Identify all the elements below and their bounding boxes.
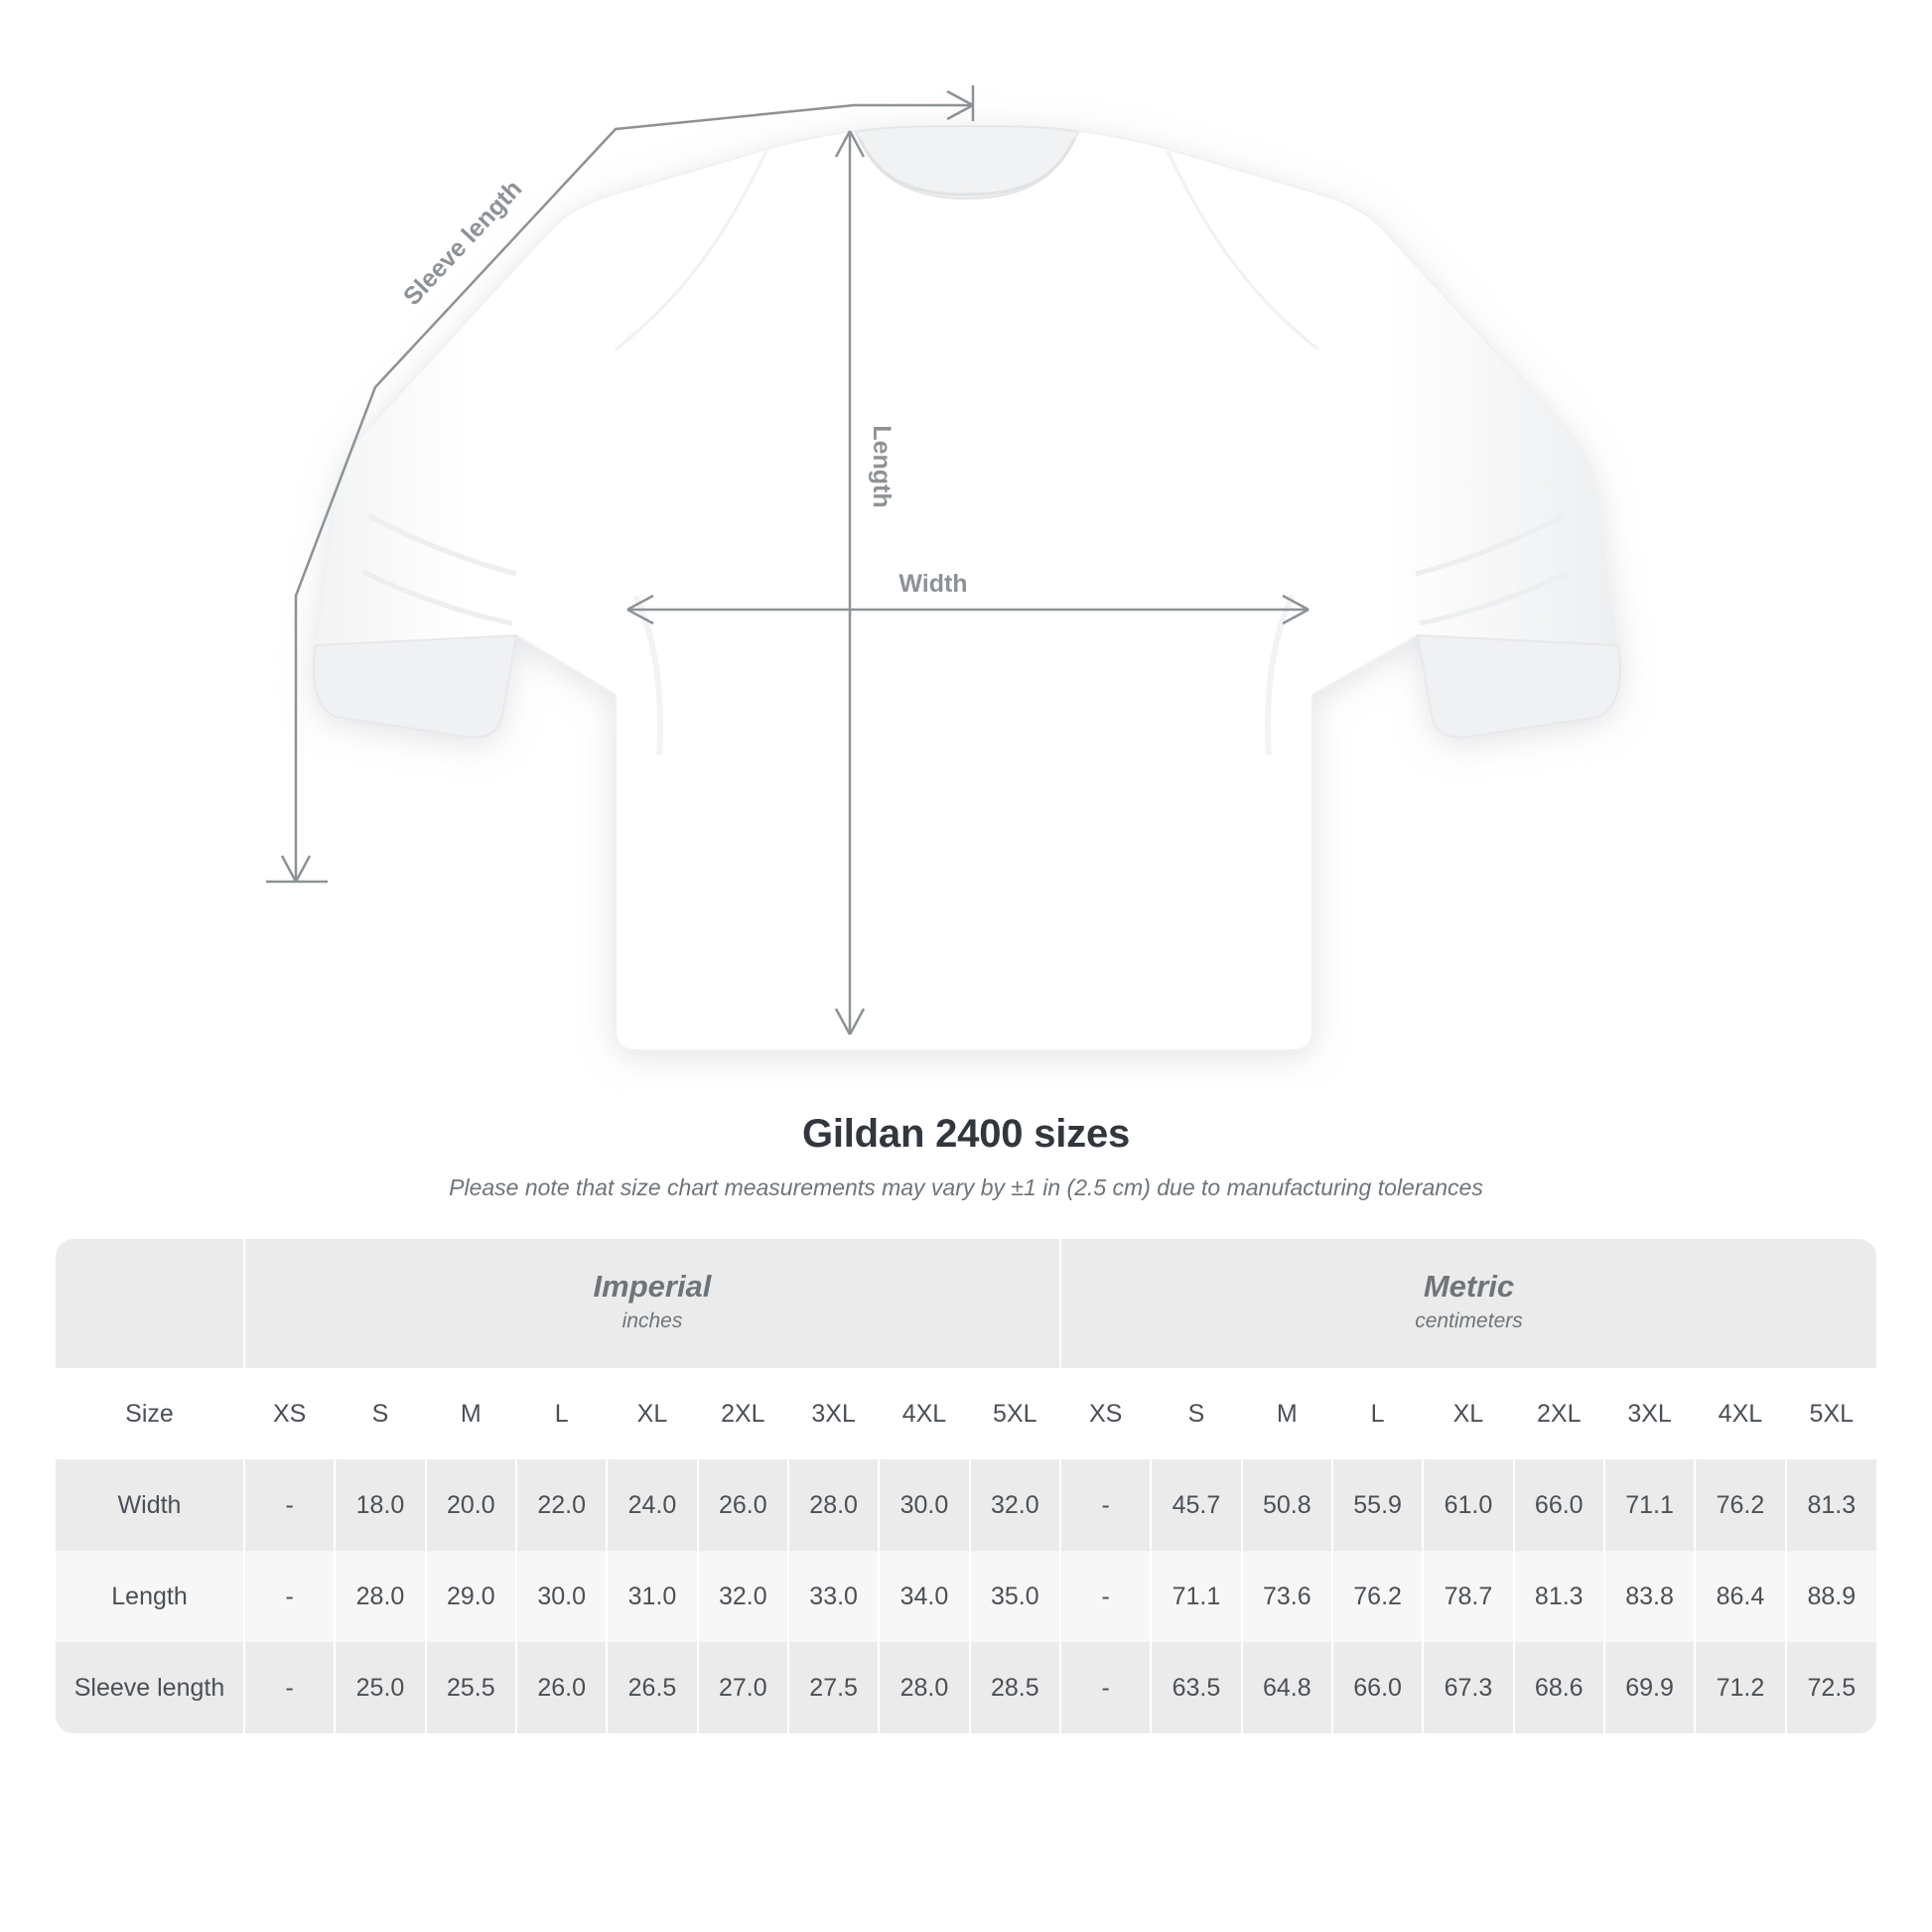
width-imperial-m: 20.0: [426, 1459, 516, 1551]
unit-header-spacer: [56, 1239, 244, 1368]
label-sleeve-length: Sleeve length: [397, 175, 528, 312]
size-row: [56, 1368, 1876, 1459]
sleeve-metric-5xl: 72.5: [1786, 1642, 1876, 1733]
sleeve-imperial-s: 25.0: [335, 1642, 425, 1733]
size-cell-imperial-xl: XL: [607, 1368, 697, 1459]
size-cell-metric-3xl: 3XL: [1604, 1368, 1695, 1459]
size-cell-imperial-2xl: 2XL: [698, 1368, 788, 1459]
size-row-label: Size: [56, 1368, 244, 1459]
row-label-sleeve-length: Sleeve length: [56, 1642, 244, 1733]
width-metric-2xl: 66.0: [1514, 1459, 1604, 1551]
size-cell-metric-2xl: 2XL: [1514, 1368, 1604, 1459]
width-metric-5xl: 81.3: [1786, 1459, 1876, 1551]
length-imperial-5xl: 35.0: [970, 1551, 1060, 1642]
size-cell-imperial-xs: XS: [244, 1368, 335, 1459]
sleeve-imperial-xl: 26.5: [607, 1642, 697, 1733]
sleeve-metric-4xl: 71.2: [1695, 1642, 1785, 1733]
width-metric-xs: -: [1060, 1459, 1151, 1551]
length-imperial-l: 30.0: [516, 1551, 607, 1642]
length-metric-4xl: 86.4: [1695, 1551, 1785, 1642]
size-cell-metric-m: M: [1242, 1368, 1332, 1459]
unit-header-imperial: [244, 1239, 1060, 1368]
size-cell-imperial-l: L: [516, 1368, 607, 1459]
sleeve-imperial-4xl: 28.0: [879, 1642, 969, 1733]
unit-header-metric: [1060, 1239, 1876, 1368]
width-imperial-l: 22.0: [516, 1459, 607, 1551]
page-title: Gildan 2400 sizes: [801, 1112, 1131, 1156]
size-table: [56, 1239, 1876, 1733]
size-cell-metric-xs: XS: [1060, 1368, 1151, 1459]
unit-name-imperial: Imperial: [593, 1269, 712, 1305]
unit-name-metric: Metric: [1423, 1269, 1515, 1305]
length-imperial-s: 28.0: [335, 1551, 425, 1642]
sleeve-imperial-3xl: 27.5: [788, 1642, 879, 1733]
page-subtitle: Please note that size chart measurements may vary by ±1 in (2.5 cm) due to manufacturing tolerances: [449, 1174, 1483, 1200]
size-cell-metric-s: S: [1151, 1368, 1241, 1459]
sleeve-metric-xs: -: [1060, 1642, 1151, 1733]
unit-sub-metric: centimeters: [1415, 1310, 1523, 1333]
length-metric-s: 71.1: [1151, 1551, 1241, 1642]
unit-sub-imperial: inches: [621, 1310, 683, 1333]
width-imperial-3xl: 28.0: [788, 1459, 879, 1551]
size-cell-metric-4xl: 4XL: [1695, 1368, 1785, 1459]
sleeve-metric-2xl: 68.6: [1514, 1642, 1604, 1733]
length-metric-xs: -: [1060, 1551, 1151, 1642]
width-imperial-xs: -: [244, 1459, 335, 1551]
width-metric-3xl: 71.1: [1604, 1459, 1695, 1551]
label-width: Width: [898, 570, 968, 598]
size-cell-imperial-3xl: 3XL: [788, 1368, 879, 1459]
length-metric-2xl: 81.3: [1514, 1551, 1604, 1642]
label-length: Length: [868, 425, 896, 508]
sleeve-imperial-m: 25.5: [426, 1642, 516, 1733]
title-block: [0, 1112, 1932, 1201]
length-imperial-m: 29.0: [426, 1551, 516, 1642]
length-imperial-4xl: 34.0: [879, 1551, 969, 1642]
row-label-length: Length: [56, 1551, 244, 1642]
sleeve-imperial-l: 26.0: [516, 1642, 607, 1733]
size-cell-imperial-s: S: [335, 1368, 425, 1459]
length-metric-5xl: 88.9: [1786, 1551, 1876, 1642]
width-metric-l: 55.9: [1332, 1459, 1423, 1551]
width-imperial-xl: 24.0: [607, 1459, 697, 1551]
sleeve-metric-s: 63.5: [1151, 1642, 1241, 1733]
sleeve-metric-l: 66.0: [1332, 1642, 1423, 1733]
table-row-length: [56, 1551, 1876, 1642]
size-table-wrapper: [56, 1239, 1876, 1733]
length-imperial-2xl: 32.0: [698, 1551, 788, 1642]
width-imperial-s: 18.0: [335, 1459, 425, 1551]
size-cell-imperial-4xl: 4XL: [879, 1368, 969, 1459]
sleeve-metric-xl: 67.3: [1423, 1642, 1513, 1733]
size-cell-imperial-m: M: [426, 1368, 516, 1459]
length-metric-l: 76.2: [1332, 1551, 1423, 1642]
size-cell-metric-l: L: [1332, 1368, 1423, 1459]
length-metric-xl: 78.7: [1423, 1551, 1513, 1642]
sleeve-imperial-2xl: 27.0: [698, 1642, 788, 1733]
size-cell-metric-xl: XL: [1423, 1368, 1513, 1459]
sleeve-imperial-xs: -: [244, 1642, 335, 1733]
sleeve-metric-3xl: 69.9: [1604, 1642, 1695, 1733]
table-row-sleeve-length: [56, 1642, 1876, 1733]
length-metric-m: 73.6: [1242, 1551, 1332, 1642]
size-cell-metric-5xl: 5XL: [1786, 1368, 1876, 1459]
length-metric-3xl: 83.8: [1604, 1551, 1695, 1642]
width-imperial-2xl: 26.0: [698, 1459, 788, 1551]
size-cell-imperial-5xl: 5XL: [970, 1368, 1060, 1459]
table-row-width: [56, 1459, 1876, 1551]
width-metric-s: 45.7: [1151, 1459, 1241, 1551]
unit-header-row: [56, 1239, 1876, 1368]
length-imperial-xl: 31.0: [607, 1551, 697, 1642]
width-metric-xl: 61.0: [1423, 1459, 1513, 1551]
width-imperial-5xl: 32.0: [970, 1459, 1060, 1551]
row-label-width: Width: [56, 1459, 244, 1551]
sleeve-imperial-5xl: 28.5: [970, 1642, 1060, 1733]
sleeve-metric-m: 64.8: [1242, 1642, 1332, 1733]
width-metric-m: 50.8: [1242, 1459, 1332, 1551]
length-imperial-3xl: 33.0: [788, 1551, 879, 1642]
width-metric-4xl: 76.2: [1695, 1459, 1785, 1551]
width-imperial-4xl: 30.0: [879, 1459, 969, 1551]
length-imperial-xs: -: [244, 1551, 335, 1642]
